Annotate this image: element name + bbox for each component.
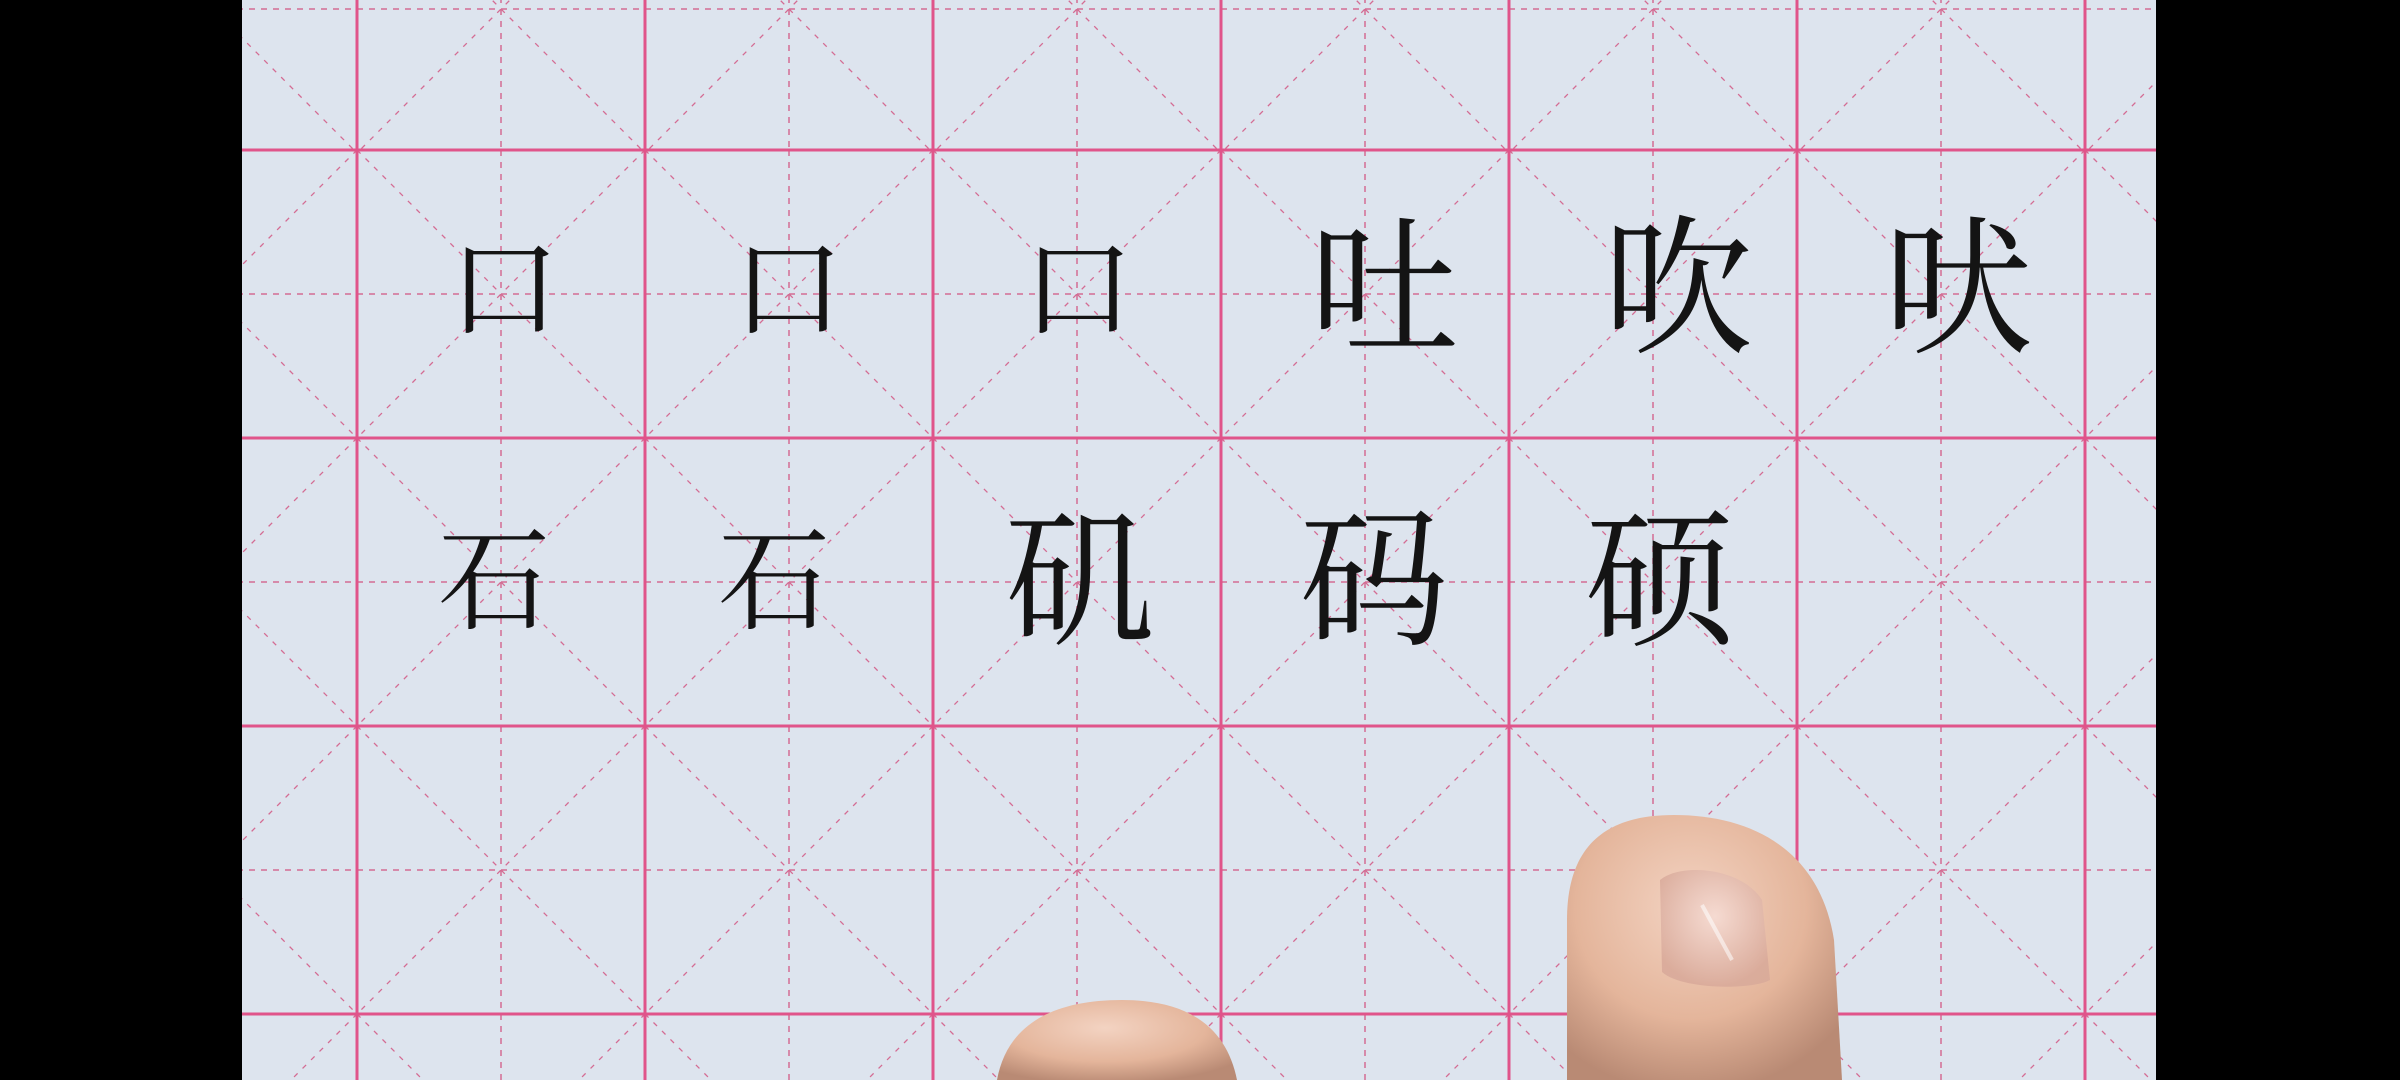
grid-diagonal-line: [2085, 0, 2156, 153]
grid-diagonal-line: [1797, 1014, 2085, 1080]
grid-diagonal-line: [1221, 1014, 1509, 1080]
char-row1-4: 吐: [1308, 203, 1459, 377]
char-row2-1: 石: [438, 517, 550, 647]
grid-diagonal-line: [933, 1014, 1221, 1080]
grid-diagonal-line: [242, 1014, 357, 1080]
grid-diagonal-line: [2085, 1014, 2156, 1080]
char-row2-5: 硕: [1584, 495, 1735, 669]
grid-diagonal-line: [357, 1014, 645, 1080]
char-row2-3: 矶: [1004, 495, 1155, 669]
char-row1-2: 口: [732, 225, 844, 355]
grid-diagonal-line: [1509, 1014, 1797, 1080]
practice-paper: [242, 0, 2156, 1080]
grid-diagonal-line: [357, 1014, 645, 1080]
char-row1-1: 口: [448, 225, 560, 355]
grid-diagonal-line: [933, 1014, 1221, 1080]
grid-diagonal-line: [1509, 1014, 1797, 1080]
grid-diagonal-line: [2085, 0, 2156, 153]
char-row1-5: 吹: [1602, 203, 1753, 377]
grid-diagonal-line: [645, 1014, 933, 1080]
char-row1-6: 吠: [1882, 203, 2033, 377]
grid-diagonal-line: [242, 0, 357, 153]
char-row2-2: 石: [718, 517, 830, 647]
grid-diagonal-line: [645, 1014, 933, 1080]
grid-diagonal-line: [242, 0, 357, 153]
grid-diagonal-line: [1797, 1014, 2085, 1080]
char-row2-4: 码: [1298, 495, 1449, 669]
grid-diagonal-line: [1221, 1014, 1509, 1080]
char-row1-3: 口: [1022, 225, 1134, 355]
grid-diagonal-line: [242, 1014, 357, 1080]
